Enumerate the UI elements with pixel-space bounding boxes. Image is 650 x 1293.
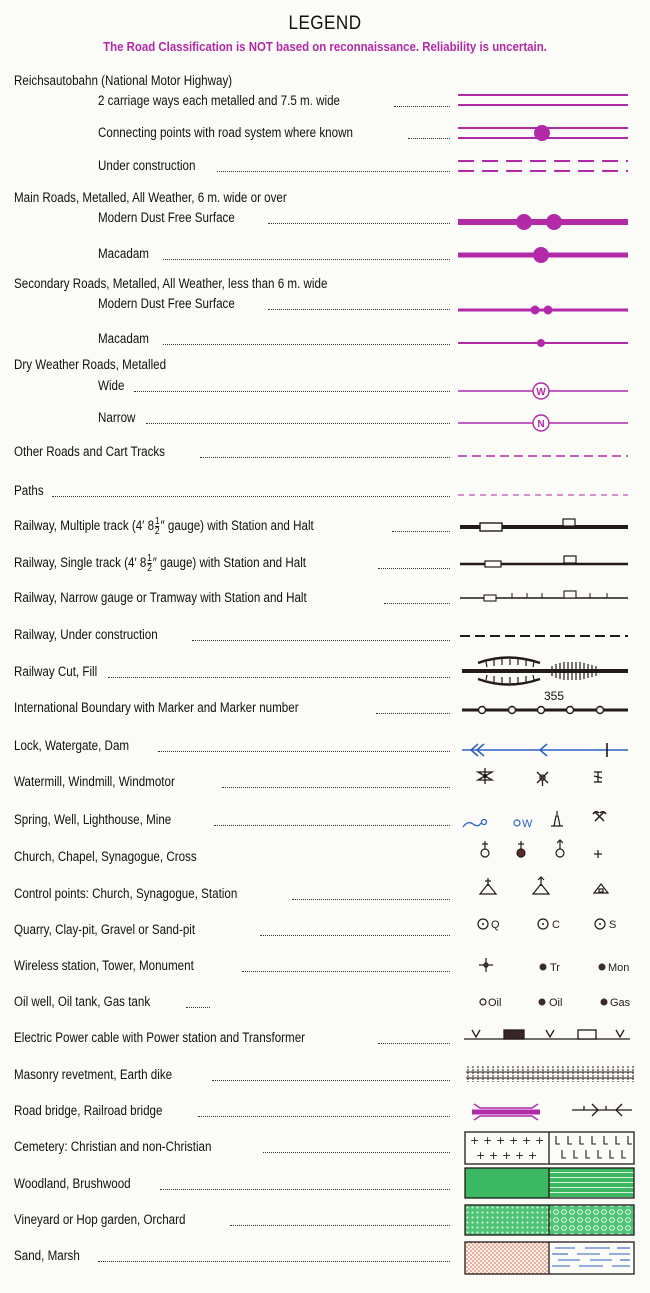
label-quarry: Quarry, Clay-pit, Gravel or Sand-pit <box>14 922 196 937</box>
reliability-note: The Road Classification is NOT based on reconnaissance. Reliability is uncertain. <box>103 39 547 54</box>
svg-text:+: + <box>522 1134 532 1147</box>
clay-pit-letter: C <box>552 919 560 931</box>
symbol-rab-carriage <box>458 95 628 105</box>
label-dry-wide: Wide <box>98 378 125 393</box>
label-wireless: Wireless station, Tower, Monument <box>14 958 194 973</box>
well-symbol <box>514 818 533 830</box>
svg-text:+: + <box>470 1134 480 1147</box>
label-rab-connecting: Connecting points with road system where known <box>98 125 353 140</box>
label-rail-construction: Railway, Under construction <box>14 627 158 642</box>
symbol-rab-construction <box>458 161 628 171</box>
control-church-icon <box>480 878 496 894</box>
label-rab-construction: Under construction <box>98 158 196 173</box>
label-lock: Lock, Watergate, Dam <box>14 738 130 753</box>
symbol-dry-wide <box>458 383 628 399</box>
clay-pit-symbol <box>538 919 560 931</box>
symbol-rail-narrow <box>460 591 628 601</box>
symbol-revetment <box>466 1066 634 1082</box>
quarry-letter: Q <box>491 919 500 931</box>
svg-text:+: + <box>535 1134 545 1147</box>
label-rail-single-b: ″ gauge) with Station and Halt <box>152 555 307 571</box>
heading-dry-weather: Dry Weather Roads, Metalled <box>14 357 167 372</box>
symbol-sand-marsh <box>465 1242 634 1274</box>
svg-text:+: + <box>483 1134 493 1147</box>
symbol-rab-connecting <box>458 125 628 141</box>
label-sec-dustfree: Modern Dust Free Surface <box>98 296 235 311</box>
well-letter: W <box>522 818 533 830</box>
label-bridge: Road bridge, Railroad bridge <box>14 1103 163 1118</box>
symbol-sec-macadam <box>458 339 628 347</box>
mine-icon <box>593 812 606 821</box>
label-rail-multi-b: ″ gauge) with Station and Halt <box>160 518 314 534</box>
label-revetment: Masonry revetment, Earth dike <box>14 1067 173 1082</box>
lighthouse-icon <box>551 811 563 826</box>
marker-number: 355 <box>543 689 565 703</box>
symbol-woodland <box>465 1168 634 1198</box>
sand-pit-letter: S <box>609 919 617 931</box>
svg-text:+: + <box>502 1149 512 1162</box>
gas-tank-label: Gas <box>610 997 631 1009</box>
windmotor-icon <box>594 772 602 782</box>
label-rail-narrow: Railway, Narrow gauge or Tramway with Station and Halt <box>14 590 307 605</box>
label-spring: Spring, Well, Lighthouse, Mine <box>14 812 172 827</box>
svg-text:+: + <box>528 1149 538 1162</box>
church-icon <box>481 841 489 857</box>
spring-icon <box>463 820 487 828</box>
label-cemetery: Cemetery: Christian and non-Christian <box>14 1139 212 1154</box>
chapel-icon <box>517 841 525 857</box>
tower-symbol <box>540 962 561 974</box>
monument-label: Mon <box>608 962 630 974</box>
symbol-intl-boundary <box>462 689 628 714</box>
heading-reichsautobahn: Reichsautobahn (National Motor Highway) <box>14 73 233 88</box>
label-woodland: Woodland, Brushwood <box>14 1176 131 1191</box>
gauge-fraction: $\frac{1}{2}$ <box>154 516 160 537</box>
label-power: Electric Power cable with Power station and Transformer <box>14 1030 306 1045</box>
synagogue-icon <box>556 840 564 857</box>
wireless-station-icon <box>479 958 493 972</box>
label-main-macadam: Macadam <box>98 246 149 261</box>
label-other-roads: Other Roads and Cart Tracks <box>14 444 165 459</box>
gauge-fraction: $\frac{1}{2}$ <box>147 553 152 574</box>
symbol-main-dustfree <box>458 214 628 230</box>
cross-icon <box>594 850 602 858</box>
label-control: Control points: Church, Synagogue, Station <box>14 886 238 901</box>
quarry-symbol <box>478 919 500 931</box>
symbol-main-macadam <box>458 247 628 263</box>
tower-label: Tr <box>550 962 560 974</box>
monument-symbol <box>599 962 630 974</box>
oil-tank-symbol <box>539 997 563 1009</box>
symbol-dry-narrow <box>458 415 628 431</box>
label-rail-single-a: Railway, Single track (4′ 8 <box>14 555 147 571</box>
symbol-rail-single <box>460 556 628 567</box>
svg-text:+: + <box>515 1149 525 1162</box>
label-paths: Paths <box>14 483 44 498</box>
label-oil: Oil well, Oil tank, Gas tank <box>14 994 151 1009</box>
label-dry-narrow: Narrow <box>98 410 136 425</box>
heading-secondary-roads: Secondary Roads, Metalled, All Weather, less than 6 m. wide <box>14 276 328 291</box>
label-rab-carriage: 2 carriage ways each metalled and 7.5 m. wide <box>98 93 341 108</box>
watermill-icon <box>478 768 492 784</box>
heading-main-roads: Main Roads, Metalled, All Weather, 6 m. wide or over <box>14 190 287 205</box>
oil-well-symbol <box>480 997 501 1009</box>
symbol-cemetery <box>465 1132 634 1164</box>
label-sec-macadam: Macadam <box>98 331 149 346</box>
control-synagogue-icon <box>533 877 549 894</box>
svg-text:+: + <box>496 1134 506 1147</box>
dry-narrow-letter: N <box>537 419 545 430</box>
svg-text:+: + <box>509 1134 519 1147</box>
label-rail-cut: Railway Cut, Fill <box>14 664 98 679</box>
control-station-icon <box>594 884 608 893</box>
symbol-railroad-bridge <box>572 1104 632 1116</box>
symbol-rail-multi <box>460 519 628 531</box>
oil-well-label: Oil <box>488 997 502 1009</box>
label-vineyard: Vineyard or Hop garden, Orchard <box>14 1212 186 1227</box>
svg-text:+: + <box>476 1149 486 1162</box>
dry-wide-letter: W <box>536 387 546 398</box>
sand-pit-symbol <box>595 919 616 931</box>
oil-tank-label: Oil <box>549 997 563 1009</box>
symbol-vineyard <box>465 1205 634 1235</box>
label-watermill: Watermill, Windmill, Windmotor <box>14 774 175 789</box>
symbol-road-bridge <box>472 1104 540 1120</box>
label-rail-multi-a: Railway, Multiple track (4′ 8 <box>14 518 155 534</box>
legend-title: LEGEND <box>288 13 362 34</box>
symbol-sec-dustfree <box>458 306 628 315</box>
symbol-power-cable <box>464 1030 630 1039</box>
label-sand: Sand, Marsh <box>14 1248 80 1263</box>
windmill-icon <box>537 772 548 786</box>
symbol-rail-cut <box>462 658 628 685</box>
gas-tank-symbol <box>601 997 631 1009</box>
label-main-dustfree: Modern Dust Free Surface <box>98 210 235 225</box>
label-church: Church, Chapel, Synagogue, Cross <box>14 849 197 864</box>
label-intl-boundary: International Boundary with Marker and Marker number <box>14 700 299 715</box>
svg-text:+: + <box>489 1149 499 1162</box>
symbol-lock <box>462 743 628 757</box>
